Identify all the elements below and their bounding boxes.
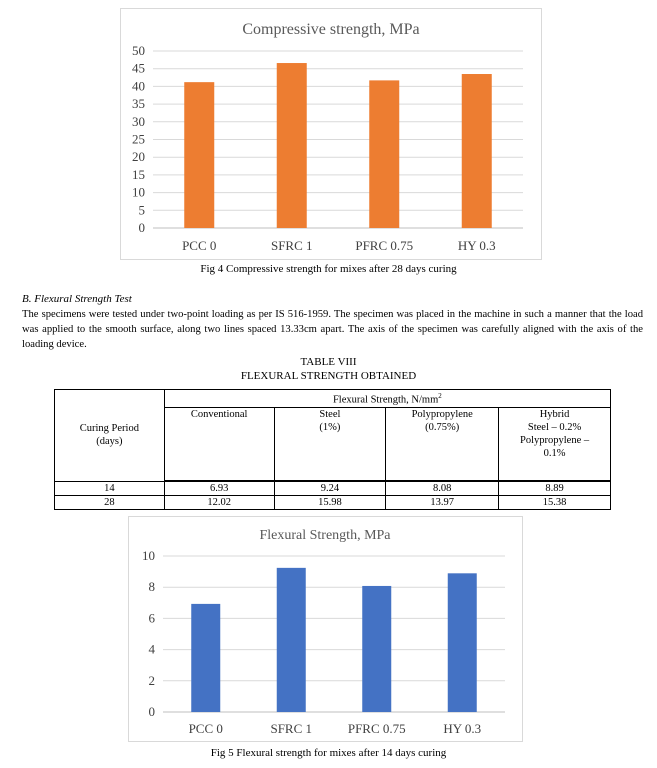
y-tick-label: 40: [132, 78, 145, 94]
col-header-conventional: [164, 407, 274, 480]
bar: [191, 604, 220, 712]
conventional-label: Conventional: [190, 408, 248, 420]
bar: [277, 63, 307, 228]
curing-period-header: [55, 390, 165, 482]
col-header-hybrid: [499, 407, 611, 480]
x-category-label: PCC 0: [188, 721, 223, 736]
y-tick-label: 45: [132, 60, 145, 76]
y-tick-label: 10: [142, 548, 155, 563]
cell-hybrid: 8.89: [499, 481, 611, 495]
flexural-strength-table: [54, 389, 611, 510]
x-category-label: PFRC 0.75: [347, 721, 406, 736]
table-title-caption: FLEXURAL STRENGTH OBTAINED: [240, 370, 417, 382]
y-tick-label: 15: [132, 166, 145, 182]
flexural-strength-chart-svg: [129, 517, 522, 741]
y-tick-label: 25: [132, 131, 145, 147]
col-header-steel: [274, 407, 386, 480]
chart-title: Flexural Strength, MPa: [259, 528, 391, 543]
steel-label: Steel: [319, 408, 341, 420]
figure-4-caption: Fig 4 Compressive strength for mixes after 28 days curing: [200, 263, 457, 275]
polypropylene-label: Polypropylene: [411, 408, 473, 420]
compressive-strength-chart: [120, 8, 542, 260]
section-paragraph: The specimens were tested under two-point loading as per IS 516-1959. The specimen was placed in the machine in such a manner that the load was applied to the smooth surface, along two lines spaced 13.33cm apart. The axis of the specimen was carefully aligned with the axis of the loading device.: [22, 309, 643, 350]
unit-superscript: 2: [438, 392, 442, 400]
x-category-label: PFRC 0.75: [355, 238, 414, 253]
y-tick-label: 8: [148, 579, 155, 595]
cell-polypropylene: 8.08: [386, 481, 499, 495]
y-tick-label: 4: [148, 641, 155, 657]
y-tick-label: 0: [138, 220, 145, 235]
bar: [462, 74, 492, 228]
hybrid-pp: Polypropylene –: [520, 434, 590, 446]
y-tick-label: 5: [138, 202, 145, 218]
hybrid-steel: Steel – 0.2%: [527, 421, 582, 433]
cell-polypropylene: 13.97: [386, 495, 499, 509]
hybrid-label: Hybrid: [539, 408, 570, 420]
cell-hybrid: 15.38: [499, 495, 611, 509]
y-tick-label: 10: [132, 184, 145, 200]
x-category-label: PCC 0: [182, 238, 217, 253]
flexural-strength-chart: [128, 516, 523, 742]
y-tick-label: 0: [148, 704, 155, 719]
y-tick-label: 6: [148, 610, 155, 626]
col-header-polypropylene: [386, 407, 499, 480]
x-category-label: SFRC 1: [270, 721, 313, 736]
polypropylene-percent: (0.75%): [425, 421, 460, 433]
chart-title: Compressive strength, MPa: [242, 21, 420, 38]
cell-steel: 15.98: [274, 495, 386, 509]
figure-5-caption: Fig 5 Flexural strength for mixes after 14 days curing: [210, 747, 447, 759]
flexural-strength-group-header: [164, 390, 610, 408]
curing-period-header-line2: (days): [96, 436, 123, 448]
x-category-label: HY 0.3: [443, 721, 482, 736]
x-category-label: HY 0.3: [457, 238, 496, 253]
table-row: [55, 481, 611, 495]
table-row: [55, 495, 611, 509]
cell-conventional: 6.93: [164, 481, 274, 495]
hybrid-pp-percent: 0.1%: [543, 447, 566, 459]
y-tick-label: 30: [132, 113, 145, 129]
bar: [369, 80, 399, 228]
table-header-row: [55, 390, 611, 408]
compressive-strength-chart-svg: [121, 9, 541, 259]
bar: [277, 568, 306, 712]
x-category-label: SFRC 1: [270, 238, 313, 253]
y-tick-label: 35: [132, 96, 145, 112]
y-tick-label: 2: [148, 672, 155, 688]
curing-period-header-line1: Curing Period: [79, 423, 139, 435]
bar: [448, 573, 477, 712]
cell-steel: 9.24: [274, 481, 386, 495]
y-tick-label: 20: [132, 149, 145, 165]
bar: [362, 586, 391, 712]
table-title-number: TABLE VIII: [300, 356, 357, 368]
flexural-strength-unit-label: Flexural Strength, N/mm: [332, 394, 439, 406]
cell-days: 28: [55, 495, 165, 509]
cell-days: 14: [55, 481, 165, 495]
steel-percent: (1%): [319, 421, 341, 433]
cell-conventional: 12.02: [164, 495, 274, 509]
bar: [184, 82, 214, 228]
section-heading: B. Flexural Strength Test: [22, 293, 132, 305]
y-tick-label: 50: [132, 43, 145, 58]
